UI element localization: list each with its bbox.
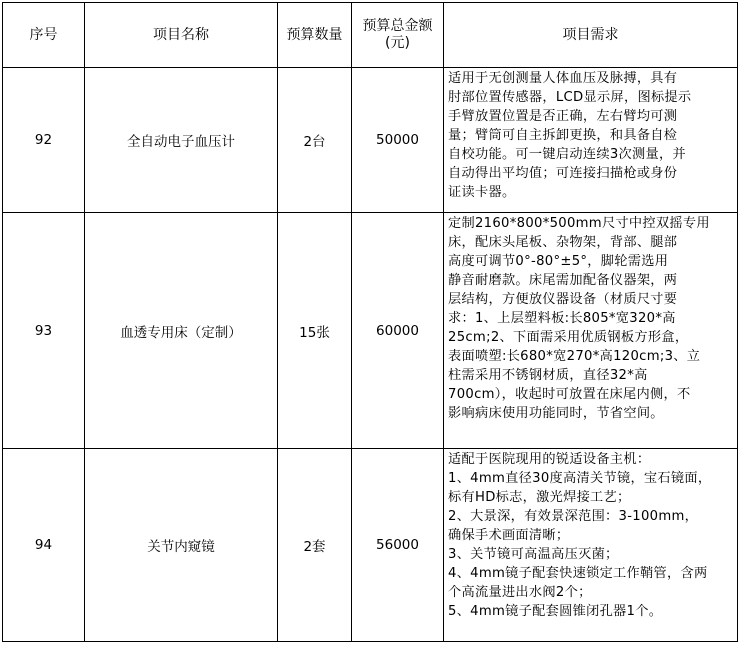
cell-qty: 2套 [278, 449, 352, 642]
req-line: 手臂放置位置是否正确，左右臂均可测 [448, 109, 678, 124]
req-line: 定制2160*800*500mm尺寸中控双摇专用 [448, 216, 710, 231]
req-line: 个高流量进出水阀2个； [448, 585, 592, 600]
cell-req [444, 213, 738, 449]
req-line: 标有HD标志，激光焊接工艺； [448, 490, 631, 505]
req-line: 700cm），收起时可放置在床尾内侧，不 [448, 387, 691, 402]
cell-req [444, 68, 738, 213]
cell-amount: 50000 [352, 68, 444, 213]
header-amount [352, 3, 444, 68]
cell-seq: 92 [3, 68, 85, 213]
req-line: 自校功能。可一键启动连续3次测量，并 [448, 147, 686, 162]
req-line: 5、4mm镜子配套圆锥闭孔器1个。 [448, 604, 663, 619]
req-line: 1、4mm直径30度高清关节镜，宝石镜面， [448, 471, 712, 486]
cell-name: 全自动电子血压计 [85, 68, 278, 213]
req-line: 适配于医院现用的锐适设备主机： [448, 452, 651, 467]
req-line: 3、关节镜可高温高压灭菌； [448, 547, 619, 562]
cell-seq: 93 [3, 213, 85, 449]
table-row [3, 449, 738, 642]
cell-amount: 56000 [352, 449, 444, 642]
cell-seq: 94 [3, 449, 85, 642]
cell-req [444, 449, 738, 642]
header-amount-line2: (元) [385, 35, 410, 51]
cell-name: 关节内窥镜 [85, 449, 278, 642]
cell-name: 血透专用床（定制） [85, 213, 278, 449]
req-line: 自动得出平均值；可连接扫描枪或身份 [448, 166, 678, 181]
req-line: 确保手术画面清晰； [448, 528, 570, 543]
table-row [3, 213, 738, 449]
procurement-table [2, 2, 738, 642]
req-line: 影响病床使用功能同时，节省空间。 [448, 406, 664, 421]
req-line: 静音耐磨款。床尾需加配备仪器架，两 [448, 273, 678, 288]
req-line: 床，配床头尾板、杂物架，背部、腿部 [448, 235, 678, 250]
cell-amount: 60000 [352, 213, 444, 449]
header-qty: 预算数量 [278, 3, 352, 68]
table-row [3, 68, 738, 213]
table-header-row [3, 3, 738, 68]
req-line: 25cm;2、下面需采用优质钢板方形盒， [448, 330, 689, 345]
cell-qty: 2台 [278, 68, 352, 213]
header-name: 项目名称 [85, 3, 278, 68]
req-line: 4、4mm镜子配套快速锁定工作鞘管，含两 [448, 566, 708, 581]
req-line: 证读卡器。 [448, 185, 516, 200]
header-seq: 序号 [3, 3, 85, 68]
req-line: 肘部位置传感器，LCD显示屏，图标提示 [448, 90, 692, 105]
req-line: 适用于无创测量人体血压及脉搏，具有 [448, 71, 678, 86]
header-req: 项目需求 [444, 3, 738, 68]
req-line: 柱需采用不锈钢材质，直径32*高 [448, 368, 648, 383]
cell-qty: 15张 [278, 213, 352, 449]
req-line: 层结构，方便放仪器设备（材质尺寸要 [448, 292, 678, 307]
req-line: 表面喷塑:长680*宽270*高120cm;3、立 [448, 349, 701, 364]
req-line: 2、大景深，有效景深范围：3-100mm， [448, 509, 699, 524]
req-line: 求：1、上层塑料板:长805*宽320*高 [448, 311, 676, 326]
req-line: 高度可调节0°-80°±5°，脚轮需选用 [448, 254, 669, 269]
req-line: 量；臂筒可自主拆卸更换，和具备自检 [448, 128, 678, 143]
procurement-table-wrapper [2, 2, 738, 642]
header-amount-line1: 预算总金额 [362, 18, 433, 34]
